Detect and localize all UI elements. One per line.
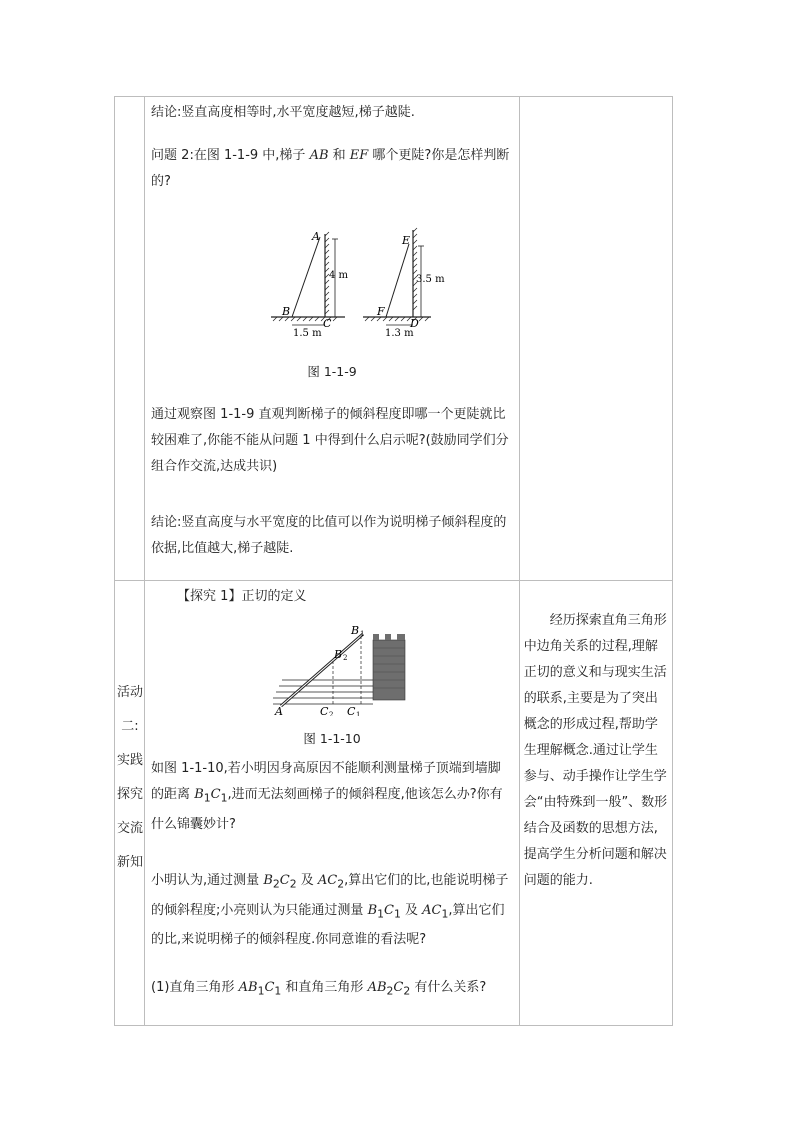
label-A: A	[312, 230, 320, 243]
label-E: E	[402, 234, 411, 247]
label-C: C	[323, 317, 332, 330]
question-2: 问题 2:在图 1-1-9 中,梯子 AB 和 EF 哪个更陡?你是怎样判断的?	[151, 148, 510, 189]
svg-text:1: 1	[360, 630, 365, 638]
activity-label: 活动 二: 实践 探究 交流 新知	[116, 685, 143, 870]
svg-text:1: 1	[356, 711, 361, 716]
label-width-left: 1.5 m	[293, 328, 322, 339]
figure-1-1-10	[273, 626, 423, 716]
table-row	[115, 581, 673, 1026]
table-row	[115, 97, 673, 581]
content-cell	[145, 97, 520, 581]
conclusion-1: 结论:竖直高度相等时,水平宽度越短,梯子越陡.	[151, 105, 415, 120]
label-B: B	[282, 305, 291, 318]
explore-heading: 【探究 1】正切的定义	[177, 589, 307, 604]
label-B1: B	[351, 626, 360, 637]
paragraph-3: (1)直角三角形 $AB_1C_1$ 和直角三角形 $AB_2C_2$ 有什么关系?	[151, 980, 487, 998]
label-F: F	[377, 305, 385, 318]
purpose-cell	[519, 581, 672, 1026]
purpose-cell	[519, 97, 672, 581]
label-width-right: 1.3 m	[385, 328, 414, 339]
conclusion-2: 结论:竖直高度与水平宽度的比值可以作为说明梯子倾斜程度的依据,比值越大,梯子越陡.	[151, 515, 507, 556]
label-C1: C	[347, 705, 356, 716]
paragraph-1: 如图 1-1-10,若小明因身高原因不能顺利测量梯子顶端到墙脚的距离 $B_1C_1$,进而无法刻画梯子的倾斜程度,他该怎么办?你有什么锦囊妙计?	[151, 761, 503, 832]
activity-label-cell	[115, 97, 145, 581]
label-C2: C	[320, 705, 329, 716]
label-height-left: 4 m	[329, 270, 349, 281]
lesson-table	[114, 96, 673, 1026]
svg-text:2: 2	[329, 711, 334, 716]
label-D: D	[410, 317, 419, 330]
svg-text:2: 2	[343, 654, 348, 662]
observe-paragraph: 通过观察图 1-1-9 直观判断梯子的倾斜程度即哪一个更陡就比较困难了,你能不能从问题 1 中得到什么启示呢?(鼓励同学们分组合作交流,达成共识)	[151, 407, 509, 474]
figure-1-1-9	[265, 222, 465, 347]
paragraph-2: 小明认为,通过测量 $B_2C_2$ 及 $AC_2$,算出它们的比,也能说明梯子的倾斜程度;小亮则认为只能通过测量 $B_1C_1$ 及 $AC_1$,算出它们的比,来说明梯子的倾斜程度.你同意谁的看法呢?	[151, 873, 509, 948]
label-A: A	[275, 705, 283, 716]
teaching-purpose: 经历探索直角三角形中边角关系的过程,理解正切的意义和与现实生活的联系,主要是为了突出概念的形成过程,帮助学生理解概念.通过让学生参与、动手操作让学生学会“由特殊到一般”、数形结合及函数的思想方法,提高学生分析问题和解决问题的能力.	[523, 613, 668, 888]
figure-caption: 图 1-1-10	[303, 731, 361, 746]
label-height-right: 3.5 m	[416, 274, 445, 285]
content-cell	[145, 581, 520, 1026]
label-B2: B	[334, 648, 343, 661]
figure-caption: 图 1-1-9	[307, 364, 357, 379]
activity-label-cell	[115, 581, 145, 1026]
